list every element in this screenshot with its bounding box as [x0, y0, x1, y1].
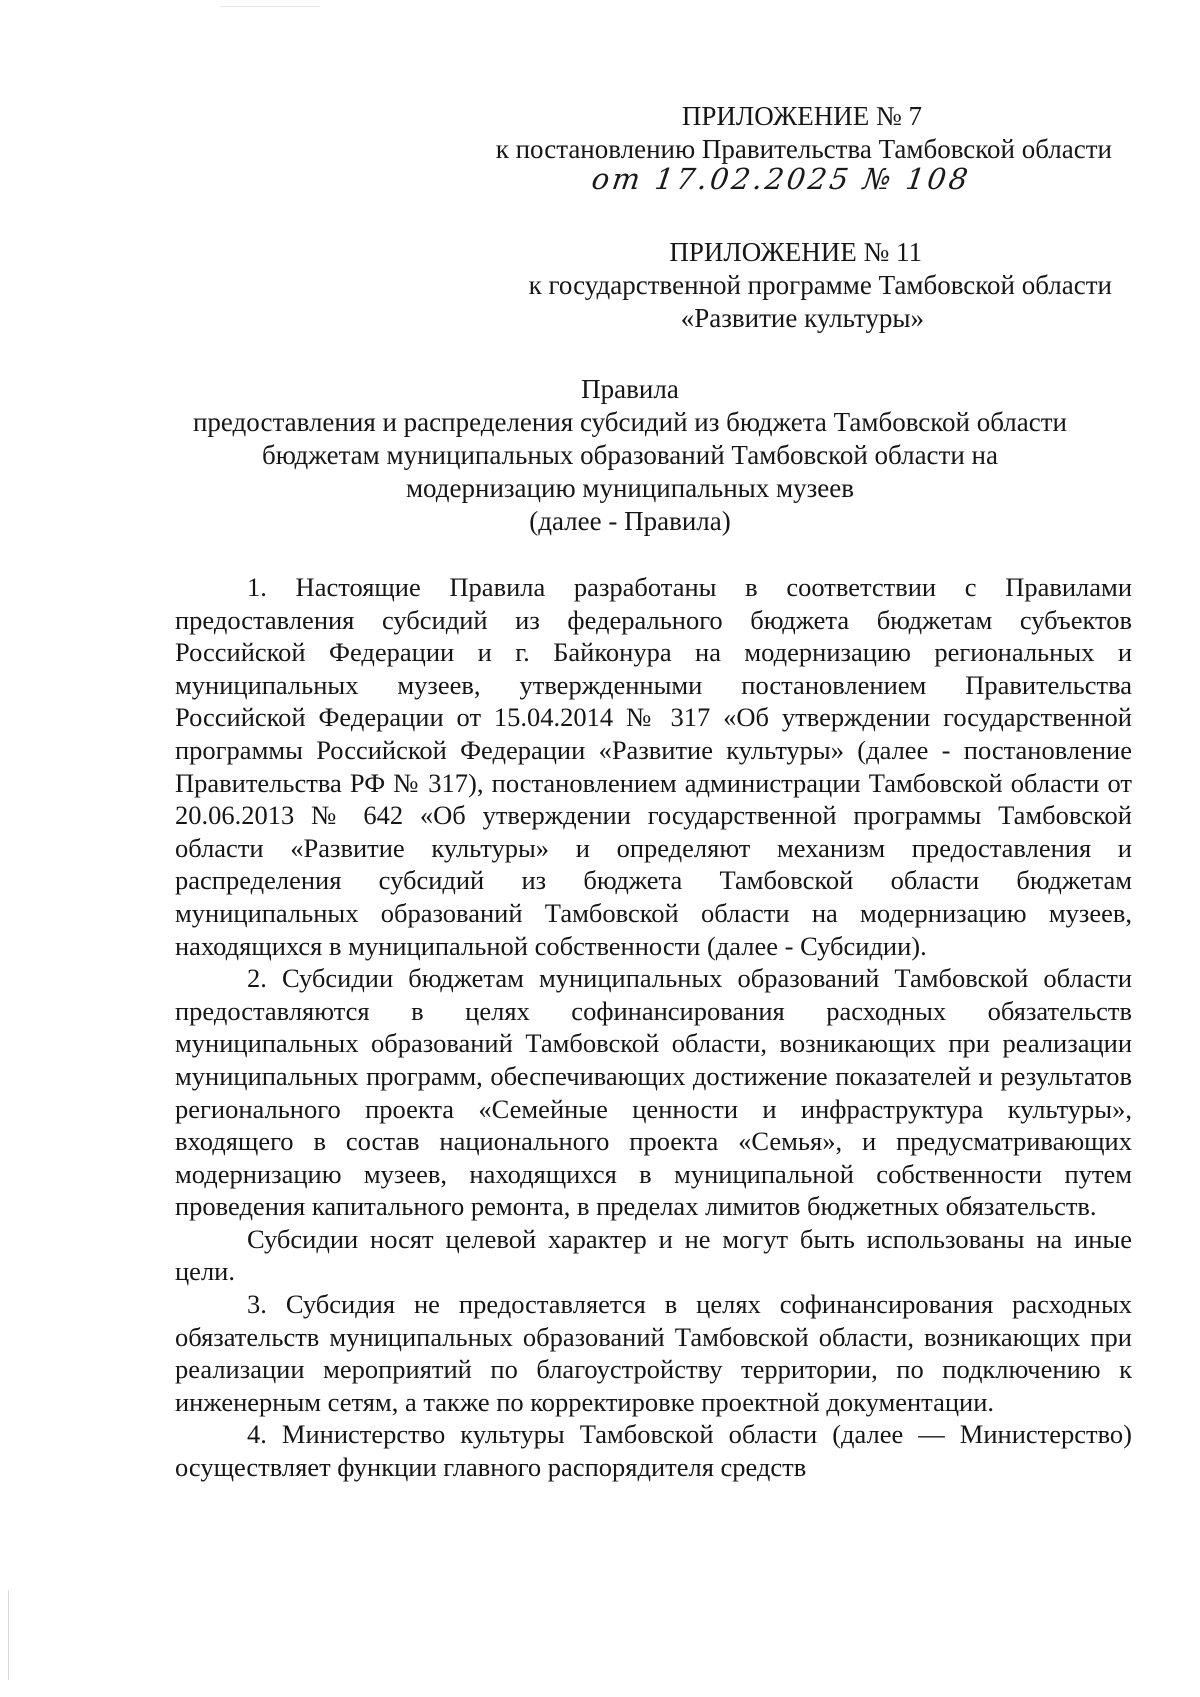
annex-decree-reference: к постановлению Правительства Тамбовской области	[495, 134, 1112, 164]
scan-artifact	[220, 6, 320, 7]
paragraph-1: 1. Настоящие Правила разработаны в соответствии с Правилами предоставления субсидий из федерального бюджета бюджетам субъектов Российской Федерации и г. Байконура на модернизацию региональных и муниципальных музеев, утвержденными постановлением Правительства Российской Федерации от 15.04.2014 № 317 «Об утверждении государственной программы Российской Федерации «Развитие культуры» (далее - постановление Правительства РФ № 317), постановлением администрации Тамбовской области от 20.06.2013 № 642 «Об утверждении государственной программы Тамбовской области «Развитие культуры» и определяют механизм предоставления и распределения субсидий из бюджета Тамбовской области бюджетам муниципальных образований Тамбовской области на модернизацию музеев, находящихся в муниципальной собственности (далее - Субсидии).	[175, 572, 1132, 961]
paragraph-2: 2. Субсидии бюджетам муниципальных образований Тамбовской области предоставляются в целях софинансирования расходных обязательств муниципальных образований Тамбовской области, возникающих при реализации муниципальных программ, обеспечивающих достижение показателей и результатов регионального проекта «Семейные ценности и инфраструктура культуры», входящего в состав национального проекта «Семья», и предусматривающих модернизацию музеев, находящихся в муниципальной собственности путем проведения капитального ремонта, в пределах лимитов бюджетных обязательств.	[175, 963, 1132, 1222]
document-subtitle-line-1: предоставления и распределения субсидий из бюджета Тамбовской области	[192, 407, 1067, 437]
annex-decree-block	[412, 100, 1112, 166]
annex-program-title: ПРИЛОЖЕНИЕ № 11	[669, 237, 922, 267]
document-body	[175, 571, 1132, 1484]
document-subtitle-line-4: (далее - Правила)	[529, 506, 731, 536]
document-subtitle-line-2: бюджетам муниципальных образований Тамбовской области на	[262, 440, 998, 470]
annex-program-block	[412, 236, 1112, 335]
annex-program-name: «Развитие культуры»	[680, 303, 924, 333]
document-heading	[150, 373, 1110, 538]
document-title: Правила	[581, 374, 679, 404]
handwritten-date-number: от 17.02.2025 № 108	[589, 162, 973, 196]
paragraph-2-continuation: Субсидии носят целевой характер и не могут быть использованы на иные цели.	[175, 1223, 1132, 1287]
paragraph-4: 4. Министерство культуры Тамбовской области (далее — Министерство) осуществляет функции главного распорядителя средств	[175, 1419, 1132, 1483]
annex-decree-title: ПРИЛОЖЕНИЕ № 7	[681, 101, 922, 131]
scan-edge-artifact	[8, 1590, 9, 1680]
paragraph-3: 3. Субсидия не предоставляется в целях софинансирования расходных обязательств муниципальных образований Тамбовской области, возникающих при реализации мероприятий по благоустройству территории, по подключению к инженерным сетям, а также по корректировке проектной документации.	[175, 1289, 1132, 1417]
document-subtitle-line-3: модернизацию муниципальных музеев	[405, 473, 855, 503]
annex-program-reference: к государственной программе Тамбовской области	[528, 270, 1112, 300]
